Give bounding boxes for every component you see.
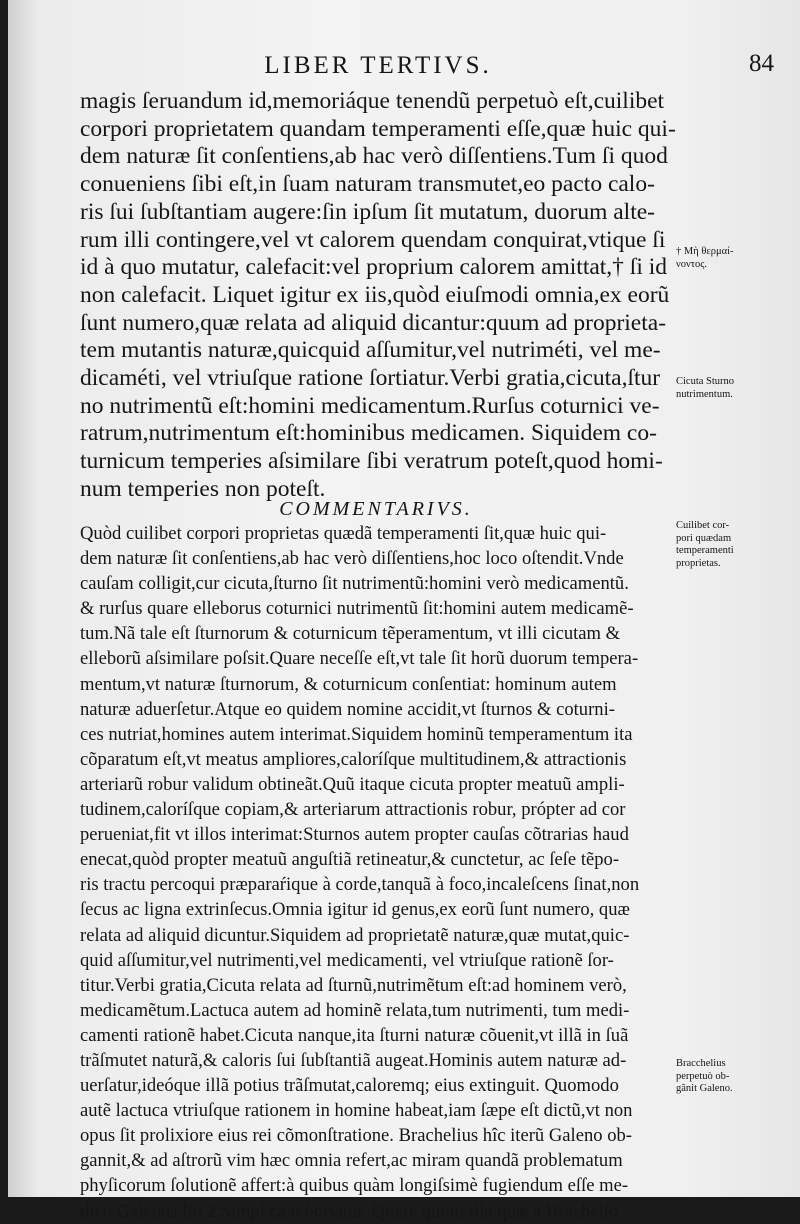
commentary-line: trãſmutet naturã,& caloris ſui ſubſtantiã augeat.Hominis autem naturæ ad-	[80, 1049, 627, 1071]
commentary-line: tum.Nã tale eſt ſturnorum & coturnicum tẽperamentum, vt illi cicutam &	[80, 623, 621, 645]
book-page	[8, 0, 800, 1222]
marginal-note-greek	[676, 246, 733, 271]
commentary-line: arteriarũ robur validum obtineãt.Quũ itaque cicuta propter meatuũ ampli-	[80, 773, 625, 795]
text-line: ſunt numero,quæ relata ad aliquid dicantur:quum ad proprieta-	[80, 309, 667, 336]
commentary-text	[80, 521, 674, 1224]
commentary-line: elleborũ aſsimilare poſsit.Quare neceſſe eſt,vt tale ſit horũ duorum tempera-	[80, 648, 639, 670]
text-line: id à quo mutatur, calefacit:vel proprium calorem amittat,† ſi id	[80, 254, 668, 281]
text-line: dicaméti, vel vtriuſque ratione ſortiatur.Verbi gratia,cicuta,ſtur	[80, 365, 661, 392]
commentary-title: COMMENTARIVS.	[279, 498, 473, 520]
text-line: corpori proprietatem quandam temperamenti eſſe,quæ huic qui-	[80, 115, 676, 142]
commentary-line: naturæ aduerſetur.Atque eo quidem nomine accidit,vt ſturnos & coturni-	[80, 698, 615, 720]
commentary-line: phyſicorum ſolutionẽ affert:à quibus quàm longiſsimè fugiendum eſſe me-	[80, 1175, 629, 1197]
text-line: no nutrimentũ eſt:homini medicamentum.Rurſus coturnici ve-	[80, 392, 660, 419]
commentary-line: gannit,& ad aſtrorũ vim hæc omnia refert,ac miram quandã problematum	[80, 1150, 623, 1172]
text-line: tem mutantis naturæ,quicquid aſſumitur,vel nutriméti, vel me-	[80, 337, 661, 364]
text-line: non calefacit. Liquet igitur ex iis,quòd eiuſmodi omnia,ex eorũ	[80, 281, 670, 308]
marginal-note-brachelius	[676, 1058, 733, 1096]
commentary-line: dem naturæ ſit conſentiens,ab hac verò diſſentiens,hoc loco oſtendit.Vnde	[80, 548, 624, 570]
commentary-line: uerſatur,ideóque illã potius trãſmutat,caloremq; eius extinguit. Quomodo	[80, 1075, 619, 1097]
commentary-line: perueniat,fit vt illos interimat:Sturnos autem propter cauſas cõtrarias haud	[80, 824, 629, 846]
text-line: ris ſui ſubſtantiam augere:ſin ipſum ſit mutatum, duorum alte-	[80, 198, 655, 225]
main-text	[80, 88, 676, 504]
commentary-line: Quòd cuilibet corpori proprietas quædã temperamenti ſit,quæ huic qui-	[80, 523, 607, 544]
text-line: conueniens ſibi eſt,in ſuam naturam transmutet,eo pacto calo-	[80, 171, 655, 198]
gloss-line: † Μὴ θερμαί-	[676, 246, 734, 257]
text-line: turnicum temperies aſsimilare ſibi veratrum poteſt,quod homi-	[80, 448, 663, 475]
commentary-line: mentum,vt naturæ ſturnorum, & coturnicum conſentiat: hominum autem	[80, 673, 617, 695]
commentary-line: ces nutriat,homines autem interimat.Siquidem hominũ temperamentum ita	[80, 723, 633, 745]
text-line: ratrum,nutrimentum eſt:hominibus medicamen. Siquidem co-	[80, 420, 657, 447]
gloss-line: temperamenti	[676, 545, 734, 556]
running-head: LIBER TERTIVS.	[264, 52, 492, 79]
commentary-line: opus ſit prolixiore eius rei cõmonſtratione. Brachelius hîc iterũ Galeno ob-	[80, 1125, 632, 1147]
commentary-line: ris tractu percoqui præparaŕique à corde,tanquã à foco,incaleſcens ſinat,non	[80, 874, 640, 896]
commentary-line: titur.Verbi gratia,Cicuta relata ad ſturnũ,nutrimẽtum eſt:ad hominem verò,	[80, 974, 627, 996]
commentary-line: tudinem,caloríſque copiam,& arteriarum attractionis robur, própter ad cor	[80, 799, 626, 821]
commentary-line: camenti rationẽ habet.Cicuta nanque,ita ſturni naturæ cõuenit,vt illã in ſuã	[80, 1024, 629, 1046]
gloss-line: Cicuta Sturno	[676, 376, 735, 387]
marginal-note-cuilibet	[676, 520, 734, 570]
commentary-line: cõparatum eſt,vt meatus ampliores,caloríſque multitudinem,& attractionis	[80, 748, 627, 770]
commentary-line: autẽ lactuca vtriuſque rationem in homine habeat,iam ſæpe eſt dictũ,vt non	[80, 1100, 633, 1122]
text-line: dem naturæ ſit conſentiens,ab hac verò diſſentiens.Tum ſi quod	[80, 143, 668, 170]
commentary-line: ſecus ac ligna extrinſecus.Omnia igitur id genus,ex eorũ ſunt numero, quæ	[80, 899, 630, 921]
gloss-line: nutrimentum.	[676, 388, 733, 400]
gloss-line: νοντος.	[676, 258, 707, 270]
gloss-line: Bracchelius	[676, 1058, 726, 1069]
page-number: 84	[749, 50, 774, 77]
commentary-line: quid aſſumitur,vel nutrimenti,vel medicamenti, vel vtriuſque rationẽ ſor-	[80, 949, 614, 971]
text-line: magis ſeruandum id,memoriáque tenendũ perpetuò eſt,cuilibet	[80, 88, 665, 114]
gloss-line: proprietas.	[676, 557, 721, 569]
text-line: rum illi contingere,vel vt calorem quendam conquirat,vtique ſi	[80, 226, 666, 253]
commentary-line: relata ad aliquid dicuntur.Siquidem ad proprietatẽ naturæ,quæ mutat,quic-	[80, 924, 630, 946]
text-line: num temperies non poteſt.	[80, 475, 326, 502]
gloss-line: gãnit Galeno.	[676, 1083, 733, 1094]
gloss-line: pori quædam	[676, 532, 732, 544]
commentary-line: dico Galenus lib.2.Simpl.ca.6.hortatur. Quare quum illa quæ à Brachelio	[80, 1200, 619, 1222]
commentary-line: cauſam colligit,cur cicuta,ſturno ſit nutrimentũ:homini verò medicamentũ.	[80, 573, 629, 595]
commentary-line: & rurſus quare elleborus coturnici nutrimentũ ſit:homini autem medicamẽ-	[80, 598, 634, 620]
commentary-line: enecat,quòd propter meatuũ anguſtiã retineatur,& cunctetur, ac ſeſe tẽpo-	[80, 849, 620, 871]
commentary-line: medicamẽtum.Lactuca autem ad hominẽ relata,tum nutrimenti, tum medi-	[80, 999, 630, 1021]
gloss-line: Cuilibet cor-	[676, 520, 730, 531]
gloss-line: perpetuò ob-	[676, 1070, 730, 1082]
marginal-note-cicuta	[676, 376, 734, 401]
